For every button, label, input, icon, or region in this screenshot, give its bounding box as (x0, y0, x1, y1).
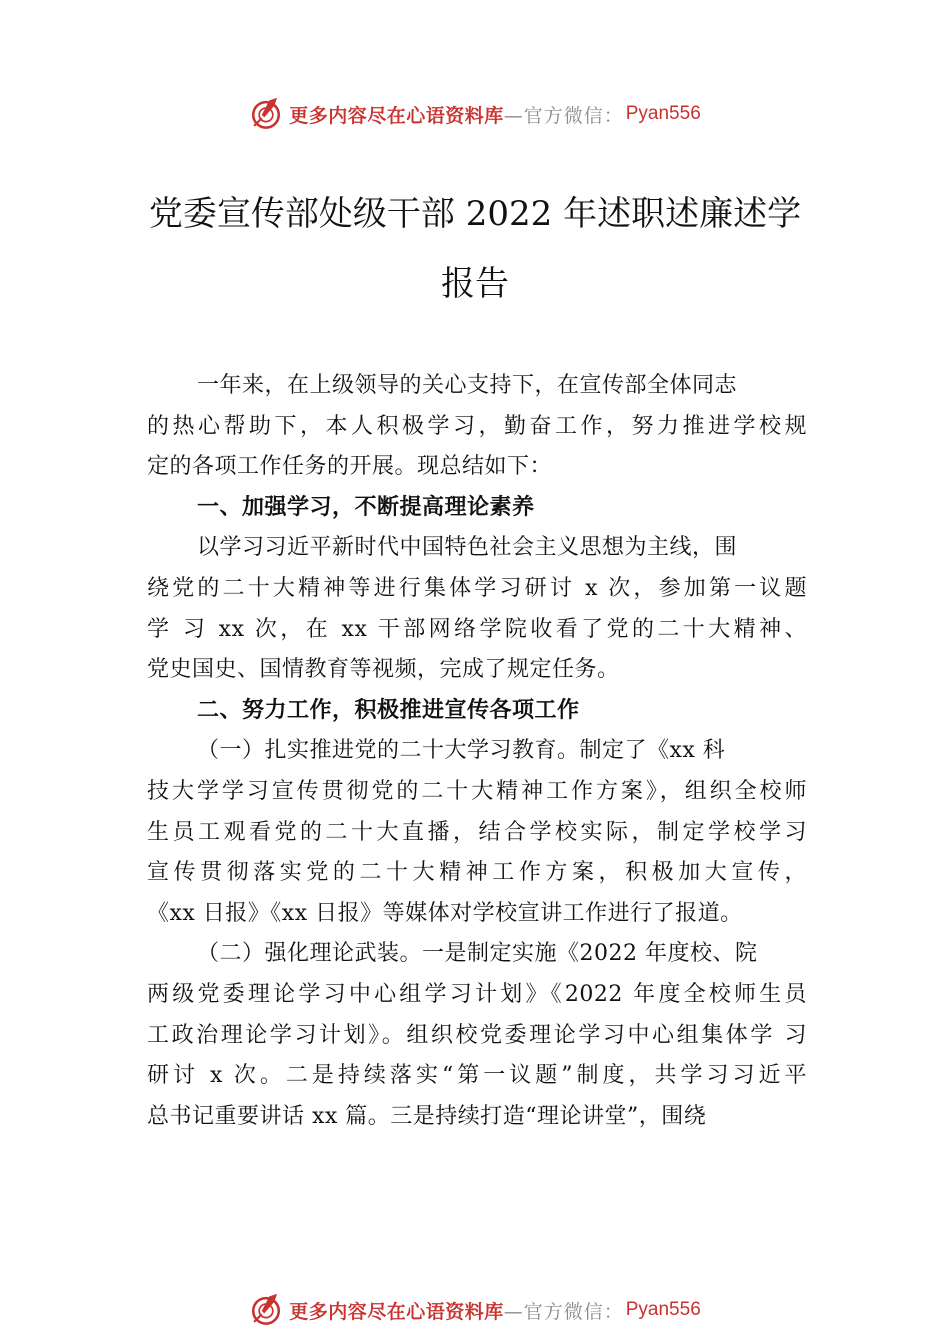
paragraph-line: 定的各项工作任务的开展。现总结如下： (147, 454, 553, 480)
paragraph-line: 绕党的二十大精神等进行集体学习研讨 x 次，参加第一议题 (147, 575, 807, 601)
paragraph-line: 研讨 x 次。二是持续落实“第一议题”制度，共学习习近平 (147, 1063, 807, 1089)
quill-seal-icon (249, 1293, 283, 1327)
paragraph-line: 总书记重要讲话 xx 篇。三是持续打造“理论讲堂”，围绕 (147, 1103, 707, 1129)
paragraph-line: 一年来，在上级领导的关心支持下，在宣传部全体同志 (197, 373, 738, 398)
paragraph-line: 学 习 xx 次，在 xx 干部网络学院收看了党的二十大精神、 (147, 616, 807, 642)
paragraph-line: 党史国史、国情教育等视频，完成了规定任务。 (147, 657, 620, 683)
paragraph-line: 两级党委理论学习中心组学习计划》《2022 年度全校师生员 (147, 981, 807, 1007)
watermark-wechat-id: Pyan556 (625, 1299, 701, 1320)
quill-seal-icon (249, 97, 283, 131)
watermark-site-name: 更多内容尽在心语资料库 (289, 104, 504, 127)
paragraph-line: 技大学学习宣传贯彻党的二十大精神工作方案》，组织全校师 (147, 778, 807, 804)
section-heading: 二、努力工作，积极推进宣传各项工作 (197, 697, 580, 723)
paragraph-line: 生员工观看党的二十大直播，结合学校实际，制定学校学习 (147, 819, 807, 845)
watermark-wechat-label: —官方微信： (503, 1300, 624, 1323)
watermark-wechat-id: Pyan556 (625, 103, 701, 124)
paragraph-line: 的热心帮助下，本人积极学习，勤奋工作，努力推进学校规 (147, 413, 807, 439)
section-heading: 一、加强学习，不断提高理论素养 (197, 494, 535, 520)
document-title-line1: 党委宣传部处级干部 2022 年述职述廉述学 (148, 194, 802, 234)
paragraph-line: 《xx 日报》《xx 日报》等媒体对学校宣讲工作进行了报道。 (147, 900, 743, 926)
watermark-header (0, 94, 950, 134)
document-body (147, 366, 807, 1137)
paragraph-line: 宣传贯彻落实党的二十大精神工作方案，积极加大宣传， (147, 860, 807, 886)
paragraph-line: （二）强化理论武装。一是制定实施《2022 年度校、院 (197, 941, 758, 967)
paragraph-line: 以学习习近平新时代中国特色社会主义思想为主线，围 (197, 535, 738, 561)
watermark-wechat-label: —官方微信： (503, 104, 624, 127)
document-title-line2: 报告 (441, 264, 509, 304)
paragraph-line: （一）扎实推进党的二十大学习教育。制定了《xx 科 (197, 738, 726, 764)
watermark-site-name: 更多内容尽在心语资料库 (289, 1300, 504, 1323)
paragraph-line: 工政治理论学习计划》。组织校党委理论学习中心组集体学 习 (147, 1022, 807, 1048)
watermark-footer (0, 1290, 950, 1330)
